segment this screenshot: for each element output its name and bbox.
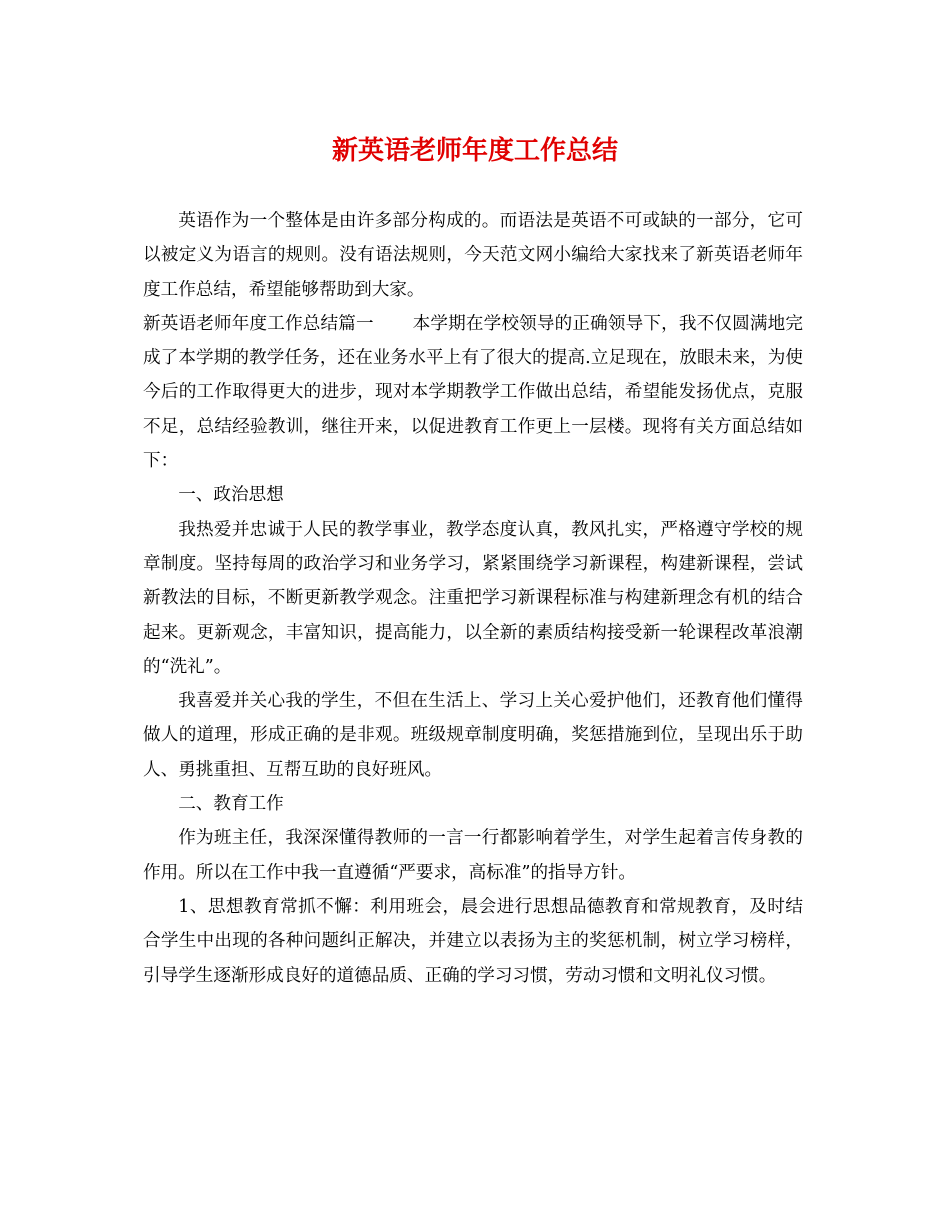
section-text: 本学期在学校领导的正确领导下，我不仅圆满地完成了本学期的教学任务，还在业务水平上有了很大的提高.立足现在，放眼未来，为使今后的工作取得更大的进步，现对本学期教学工作做出总结，希望能发扬优点，克服不足，总结经验教训，继往开来，以促进教育工作更上一层楼。现将有关方面总结如下：: [143, 313, 803, 472]
paragraph-political-1: 我热爱并忠诚于人民的教学事业，教学态度认真，教风扎实，严格遵守学校的规章制度。坚持每周的政治学习和业务学习，紧紧围绕学习新课程，构建新课程，尝试新教法的目标，不断更新教学观念。注重把学习新课程标准与构建新理念有机的结合起来。更新观念，丰富知识，提高能力，以全新的素质结构接受新一轮课程改革浪潮的“洗礼”。: [143, 519, 803, 677]
section-paragraph: [143, 307, 803, 478]
paragraph-political-2: 我喜爱并关心我的学生，不但在生活上、学习上关心爱护他们，还教育他们懂得做人的道理，形成正确的是非观。班级规章制度明确，奖惩措施到位，呈现出乐于助人、勇挑重担、互帮互助的良好班风。: [143, 691, 803, 780]
intro-paragraph: 英语作为一个整体是由许多部分构成的。而语法是英语不可或缺的一部分，它可以被定义为语言的规则。没有语法规则，今天范文网小编给大家找来了新英语老师年度工作总结，希望能够帮助到大家。: [143, 211, 803, 300]
section-label: 新英语老师年度工作总结篇一: [143, 313, 374, 334]
document-title: 新英语老师年度工作总结: [331, 136, 618, 166]
paragraph-education-2: 1、思想教育常抓不懈：利用班会，晨会进行思想品德教育和常规教育，及时结合学生中出现的各种问题纠正解决，并建立以表扬为主的奖惩机制，树立学习榜样，引导学生逐渐形成良好的道德品质、正确的学习习惯，劳动习惯和文明礼仪习惯。: [143, 896, 803, 986]
paragraph-education-1: 作为班主任，我深深懂得教师的一言一行都影响着学生，对学生起着言传身教的作用。所以在工作中我一直遵循“严要求，高标准”的指导方针。: [143, 828, 803, 883]
heading-political: 一、政治思想: [178, 485, 284, 506]
document-body: [143, 204, 803, 993]
heading-education: 二、教育工作: [178, 794, 284, 815]
